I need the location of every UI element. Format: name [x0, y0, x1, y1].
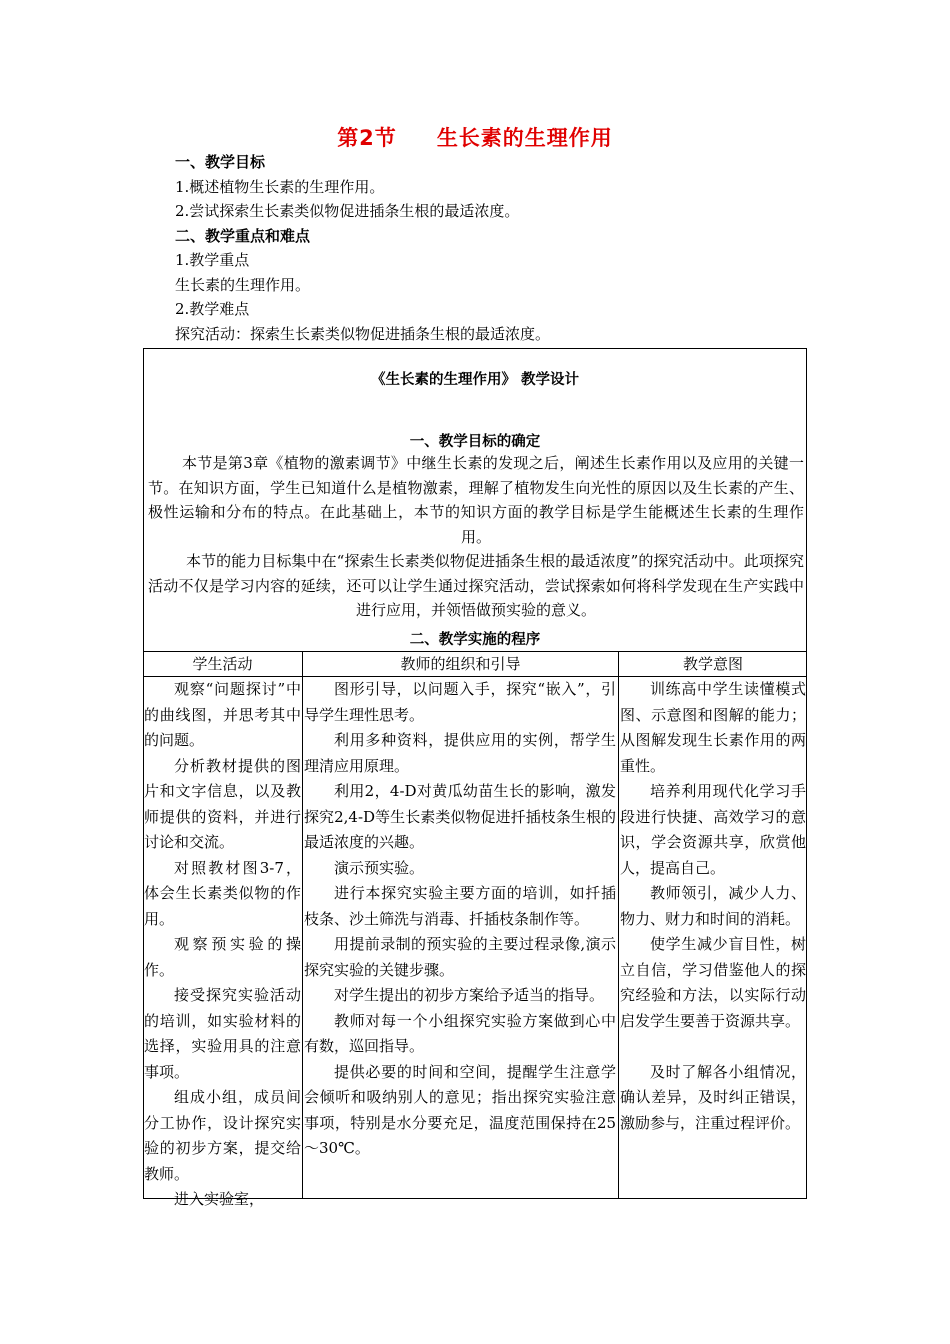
- intro-line: 探究活动：探索生长素类似物促进插条生根的最适浓度。: [175, 324, 551, 343]
- title-section-number: 第2节: [337, 126, 397, 150]
- teacher-guidance-item: 教师对每一个小组探究实验方案做到心中有数，巡回指导。: [304, 1011, 616, 1055]
- teaching-intent-item: [620, 1034, 806, 1060]
- objectives-paragraph-1: 本节是第3章《植物的激素调节》中继生长素的发现之后，阐述生长素作用以及应用的关键一节。在知识方面，学生已知道什么是植物激素，理解了植物发生向光性的原因以及生长素的产生、极性运输和分布的特点。在此基础上，本节的知识方面的教学目标是学生能概述生长素的生理作用。: [148, 454, 804, 546]
- objectives-paragraph-2: 本节的能力目标集中在“探索生长素类似物促进插条生根的最适浓度”的探究活动中。此项探究活动不仅是学习内容的延续，还可以让学生通过探究活动，尝试探索如何将科学发现在生产实践中进行应用，并领悟做预实验的意义。: [148, 552, 804, 619]
- teacher-guidance-cell: [304, 677, 616, 1162]
- student-activity-item: 分析教材提供的图片和文字信息，以及教师提供的资料，并进行讨论和交流。: [144, 756, 301, 851]
- teacher-guidance-item: 演示预实验。: [334, 858, 425, 877]
- table-column-divider: [618, 651, 619, 1199]
- title-text: 生长素的生理作用: [436, 126, 613, 150]
- teaching-intent-cell: [620, 677, 806, 1136]
- design-title: 《生长素的生理作用》 教学设计: [370, 372, 580, 388]
- student-activity-item: 观察预实验的操作。: [144, 935, 301, 979]
- teacher-guidance-item: 利用2，4-D对黄瓜幼苗生长的影响，激发探究2,4-D等生长素类似物促进扦插枝条生根的最适浓度的兴趣。: [304, 782, 616, 851]
- student-activity-cell: [144, 677, 301, 1213]
- section-heading-objectives: 一、教学目标的确定: [409, 434, 541, 450]
- teacher-guidance-item: 图形引导，以问题入手，探究“嵌入”，引导学生理性思考。: [304, 680, 616, 724]
- teaching-intent-item: 使学生减少盲目性，树立自信，学习借鉴他人的探究经验和方法，以实际行动启发学生要善于资源共享。: [620, 935, 806, 1030]
- page-title: [0, 122, 950, 152]
- intro-line: 生长素的生理作用。: [175, 275, 311, 294]
- student-activity-item: 接受探究实验活动的培训，如实验材料的选择，实验用具的注意事项。: [144, 986, 301, 1081]
- teacher-guidance-item: 对学生提出的初步方案给予适当的指导。: [334, 986, 605, 1004]
- teacher-guidance-item: 进行本探究实验主要方面的培训，如扦插枝条、沙土筛洗与消毒、扦插枝条制作等。: [304, 884, 616, 928]
- intro-line: 2.教学难点: [175, 300, 250, 318]
- intro-line: 2.尝试探索生长素类似物促进插条生根的最适浓度。: [175, 202, 520, 220]
- teaching-intent-item: 及时了解各小组情况，确认差异，及时纠正错误，激励参与，注重过程评价。: [620, 1062, 806, 1132]
- student-activity-item: 组成小组，成员间分工协作，设计探究实验的初步方案，提交给教师。: [144, 1088, 301, 1183]
- student-activity-item: 进入实验室，: [174, 1190, 265, 1208]
- section-heading: 一、教学目标: [175, 153, 266, 171]
- intro-line: 1.教学重点: [175, 251, 250, 269]
- intro-block: [175, 150, 815, 346]
- section-heading: 二、教学重点和难点: [175, 226, 311, 245]
- table-column-divider: [302, 651, 303, 1199]
- student-activity-item: 观察“问题探讨”中的曲线图，并思考其中的问题。: [144, 680, 301, 749]
- teaching-intent-item: 训练高中学生读懂模式图、示意图和图解的能力；从图解发现生长素作用的两重性。: [620, 680, 806, 775]
- section-heading-procedure: 二、教学实施的程序: [409, 632, 541, 648]
- intro-line: 1.概述植物生长素的生理作用。: [175, 177, 385, 196]
- column-header-teacher: 教师的组织和引导: [400, 655, 521, 673]
- teacher-guidance-item: 用提前录制的预实验的主要过程录像,演示探究实验的关键步骤。: [304, 935, 616, 979]
- student-activity-item: 对照教材图3-7，体会生长素类似物的作用。: [144, 858, 301, 928]
- teaching-intent-item: 培养利用现代化学习手段进行快捷、高效学习的意识，学会资源共享，欣赏他人，提高自己。: [620, 782, 806, 877]
- teacher-guidance-item: 提供必要的时间和空间，提醒学生注意学会倾听和吸纳别人的意见；指出探究实验注意事项，特别是水分要充足，温度范围保持在25～30℃。: [304, 1062, 616, 1157]
- column-header-intent: 教学意图: [682, 655, 743, 673]
- column-header-student: 学生活动: [192, 655, 253, 673]
- teacher-guidance-item: 利用多种资料，提供应用的实例，帮学生理清应用原理。: [304, 731, 616, 775]
- teaching-intent-item: 教师领引，减少人力、物力、财力和时间的消耗。: [620, 884, 806, 928]
